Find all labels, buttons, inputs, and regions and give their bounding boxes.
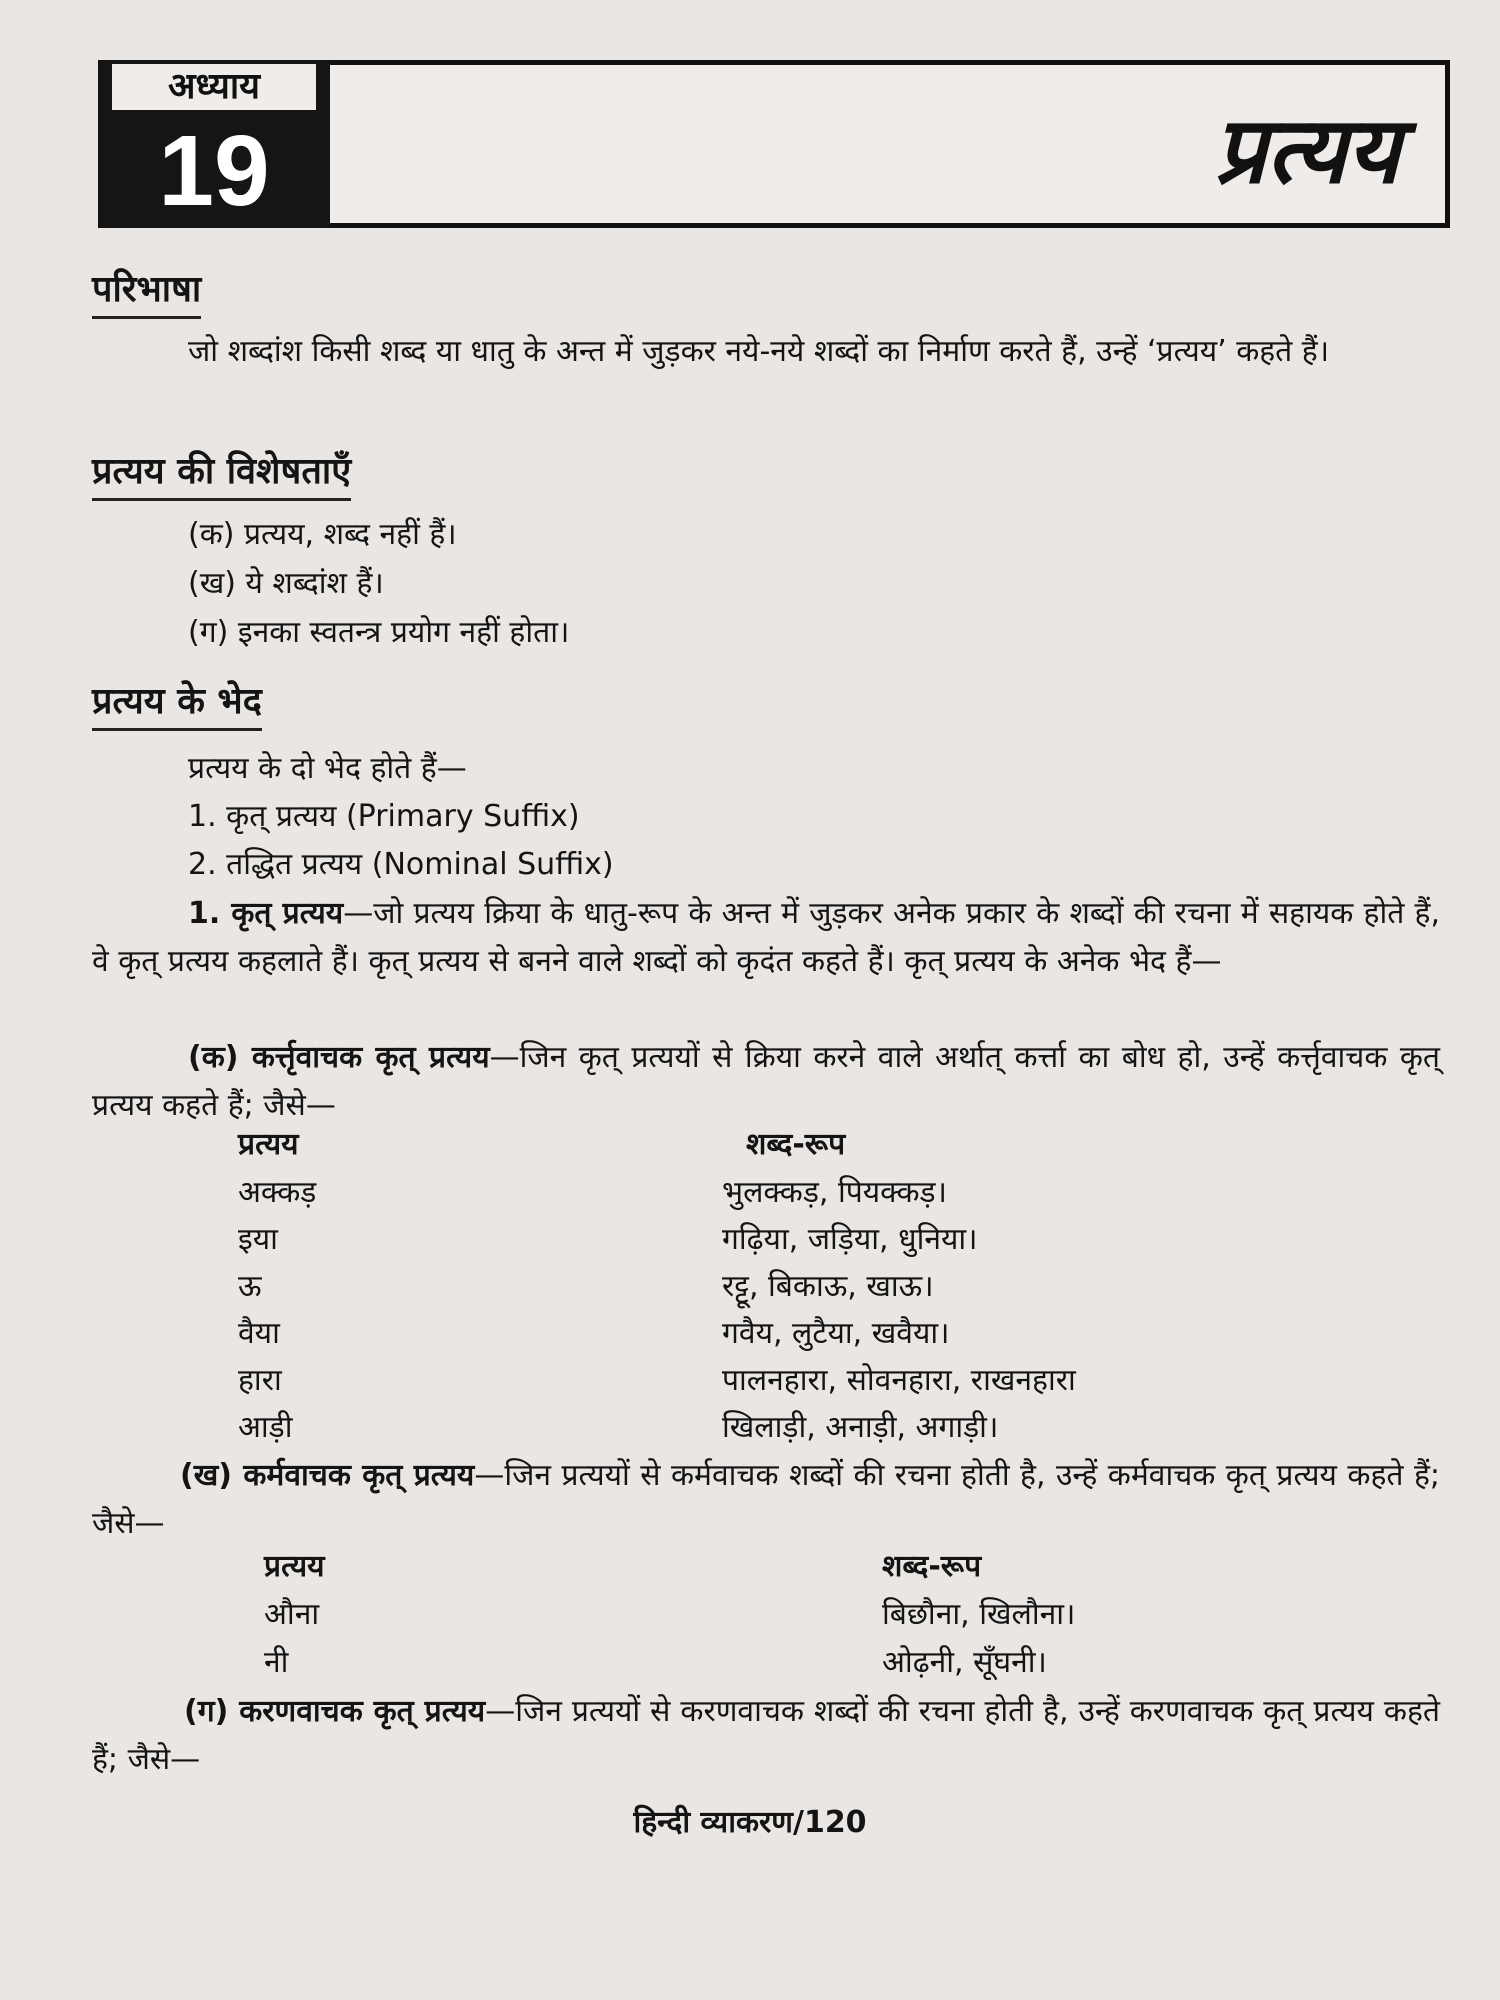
kartri-text: —जिन कृत् प्रत्ययों से क्रिया करने वाले अर्थात् कर्त्ता का बोध हो, उन्हें कर्त्तृवाचक कृत् प्रत्यय कहते हैं; जैसे— bbox=[92, 1040, 1440, 1123]
karma-row-words: ओढ़नी, सूँघनी। bbox=[882, 1645, 1047, 1680]
kartri-col-suffix: प्रत्यय bbox=[238, 1127, 299, 1162]
kartri-lead: (क) कर्त्तृवाचक कृत् प्रत्यय bbox=[188, 1040, 490, 1075]
definition-heading: परिभाषा bbox=[92, 266, 201, 319]
chapter-tab bbox=[98, 60, 330, 228]
page-footer: हिन्दी व्याकरण/120 bbox=[633, 1805, 867, 1840]
karma-row-suffix: औना bbox=[264, 1597, 320, 1632]
karan-paragraph bbox=[92, 1688, 1440, 1784]
karma-row-suffix: नी bbox=[264, 1645, 289, 1680]
kartri-col-words: शब्द-रूप bbox=[746, 1127, 846, 1162]
kartri-row-suffix: आड़ी bbox=[238, 1410, 293, 1445]
feature-item: (ख) ये शब्दांश हैं। bbox=[188, 566, 384, 601]
chapter-number: 19 bbox=[158, 115, 270, 227]
kartri-row-suffix: इया bbox=[238, 1222, 278, 1257]
types-item: 2. तद्धित प्रत्यय (Nominal Suffix) bbox=[188, 847, 614, 882]
karma-col-words: शब्द-रूप bbox=[882, 1549, 982, 1584]
definition-text: जो शब्दांश किसी शब्द या धातु के अन्त में जुड़कर नये-नये शब्दों का निर्माण करते हैं, उन्हें ‘प्रत्यय’ कहते हैं। bbox=[188, 334, 1330, 369]
kartri-row-suffix: ऊ bbox=[238, 1269, 262, 1304]
krit-paragraph bbox=[92, 890, 1440, 986]
kartri-row-words: पालनहारा, सोवनहारा, राखनहारा bbox=[722, 1363, 1076, 1398]
kartri-paragraph bbox=[92, 1034, 1440, 1130]
karma-paragraph bbox=[92, 1452, 1440, 1548]
karma-text: —जिन प्रत्ययों से कर्मवाचक शब्दों की रचना होती है, उन्हें कर्मवाचक कृत् प्रत्यय कहते हैं; जैसे— bbox=[92, 1458, 1440, 1541]
types-intro: प्रत्यय के दो भेद होते हैं— bbox=[188, 751, 467, 786]
chapter-word: अध्याय bbox=[112, 64, 316, 110]
kartri-row-suffix: अक्कड़ bbox=[238, 1175, 317, 1210]
krit-text: —जो प्रत्यय क्रिया के धातु-रूप के अन्त में जुड़कर अनेक प्रकार के शब्दों की रचना में सहायक होते हैं, वे कृत् प्रत्यय कहलाते हैं। कृत् प्रत्यय से बनने वाले शब्दों को कृदंत कहते हैं। कृत् प्रत्यय के अनेक भेद हैं— bbox=[92, 896, 1440, 979]
types-heading: प्रत्यय के भेद bbox=[92, 678, 262, 731]
karan-text: —जिन प्रत्ययों से करणवाचक शब्दों की रचना होती है, उन्हें करणवाचक कृत् प्रत्यय कहते हैं; जैसे— bbox=[92, 1694, 1440, 1777]
feature-item: (ग) इनका स्वतन्त्र प्रयोग नहीं होता। bbox=[188, 615, 570, 650]
kartri-row-words: गवैय, लुटैया, खवैया। bbox=[722, 1316, 950, 1351]
kartri-row-words: रट्टू, बिकाऊ, खाऊ। bbox=[722, 1269, 934, 1304]
kartri-row-words: गढ़िया, जड़िया, धुनिया। bbox=[722, 1222, 978, 1257]
karma-col-suffix: प्रत्यय bbox=[264, 1549, 325, 1584]
kartri-row-suffix: हारा bbox=[238, 1363, 282, 1398]
feature-item: (क) प्रत्यय, शब्द नहीं हैं। bbox=[188, 517, 457, 552]
kartri-row-words: भुलक्कड़, पियक्कड़। bbox=[722, 1175, 947, 1210]
kartri-row-words: खिलाड़ी, अनाड़ी, अगाड़ी। bbox=[722, 1410, 999, 1445]
chapter-title: प्रत्यय bbox=[1214, 97, 1400, 204]
krit-lead: 1. कृत् प्रत्यय bbox=[188, 896, 344, 931]
karan-lead: (ग) करणवाचक कृत् प्रत्यय bbox=[184, 1694, 486, 1729]
types-item: 1. कृत् प्रत्यय (Primary Suffix) bbox=[188, 799, 580, 834]
karma-row-words: बिछौना, खिलौना। bbox=[882, 1597, 1076, 1632]
features-heading: प्रत्यय की विशेषताएँ bbox=[92, 448, 351, 501]
kartri-row-suffix: वैया bbox=[238, 1316, 280, 1351]
karma-lead: (ख) कर्मवाचक कृत् प्रत्यय bbox=[180, 1458, 475, 1493]
